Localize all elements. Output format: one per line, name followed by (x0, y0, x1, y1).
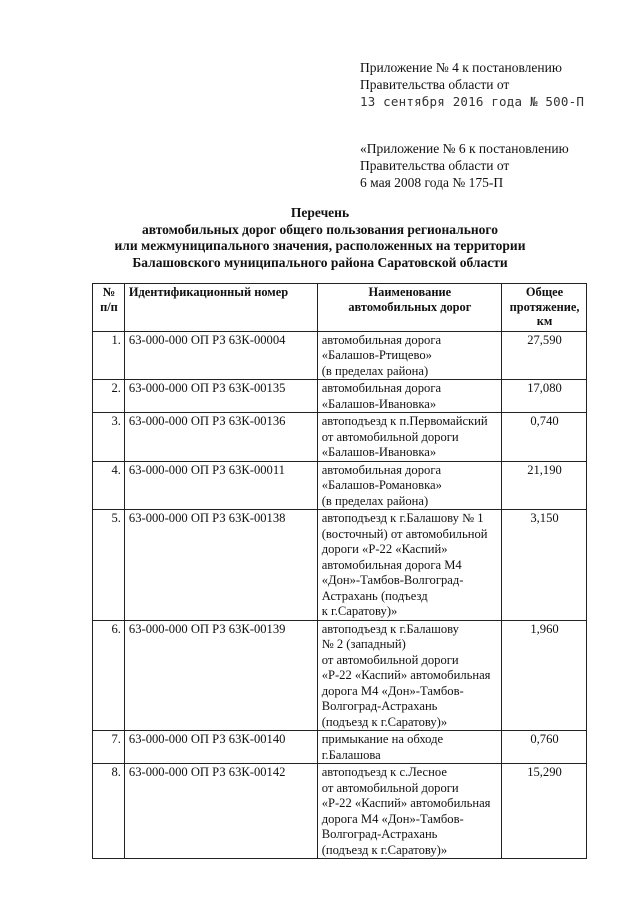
cell-length: 17,080 (502, 380, 587, 413)
cell-num: 1. (93, 331, 125, 380)
table-row (93, 380, 587, 413)
cell-length: 3,150 (502, 510, 587, 621)
header-name: Наименование автомобильных дорог (317, 284, 501, 332)
cell-road-name: примыкание на обходе г.Балашова (317, 731, 501, 764)
header-length: Общее протяжение, км (502, 284, 587, 332)
appendix-original-line2: Правительства области от (360, 158, 510, 173)
table-row (93, 510, 587, 621)
cell-num: 3. (93, 413, 125, 462)
table-header (93, 284, 587, 332)
document-title (0, 205, 640, 271)
appendix-current-line1: Приложение № 4 к постановлению (360, 60, 562, 75)
cell-num: 8. (93, 764, 125, 859)
cell-length: 21,190 (502, 461, 587, 510)
header-id: Идентификационный номер (124, 284, 317, 332)
appendix-current-line2: Правительства области от (360, 77, 510, 92)
cell-id: 63-000-000 ОП РЗ 63К-00135 (124, 380, 317, 413)
cell-road-name: автомобильная дорога «Балашов-Романовка» (в пределах района) (317, 461, 501, 510)
table-header-row (93, 284, 587, 332)
cell-num: 2. (93, 380, 125, 413)
cell-length: 0,740 (502, 413, 587, 462)
cell-num: 6. (93, 620, 125, 731)
cell-num: 5. (93, 510, 125, 621)
cell-road-name: автоподъезд к г.Балашову № 1 (восточный) от автомобильной дороги «Р-22 «Каспий» автомобильная дорога М4 «Дон»-Тамбов-Волгоград- Астрахань (подъезд к г.Саратову)» (317, 510, 501, 621)
header-num: № п/п (93, 284, 125, 332)
cell-length: 0,760 (502, 731, 587, 764)
cell-id: 63-000-000 ОП РЗ 63К-00142 (124, 764, 317, 859)
table-row (93, 731, 587, 764)
appendix-original-line3: 6 мая 2008 года № 175-П (360, 175, 504, 190)
table-row (93, 764, 587, 859)
title-line4: Балашовского муниципального района Саратовской области (132, 254, 508, 270)
table-row (93, 461, 587, 510)
appendix-original-line1: «Приложение № 6 к постановлению (360, 141, 569, 156)
cell-id: 63-000-000 ОП РЗ 63К-00140 (124, 731, 317, 764)
cell-length: 1,960 (502, 620, 587, 731)
cell-length: 27,590 (502, 331, 587, 380)
cell-road-name: автоподъезд к п.Первомайский от автомобильной дороги «Балашов-Ивановка» (317, 413, 501, 462)
cell-road-name: автоподъезд к с.Лесное от автомобильной дороги «Р-22 «Каспий» автомобильная дорога М4 «Дон»-Тамбов- Волгоград-Астрахань (подъезд к г.Саратову)» (317, 764, 501, 859)
cell-road-name: автоподъезд к г.Балашову № 2 (западный) от автомобильной дороги «Р-22 «Каспий» автомобильная дорога М4 «Дон»-Тамбов- Волгоград-Астрахань (подъезд к г.Саратову)» (317, 620, 501, 731)
appendix-original-block (360, 140, 569, 191)
title-line1: Перечень (290, 205, 350, 220)
table-body (93, 331, 587, 859)
cell-road-name: автомобильная дорога «Балашов-Ивановка» (317, 380, 501, 413)
cell-id: 63-000-000 ОП РЗ 63К-00139 (124, 620, 317, 731)
appendix-current-date-stamp: 13 сентября 2016 года № 500-П (360, 94, 585, 109)
title-line2: автомобильных дорог общего пользования регионального (142, 221, 498, 237)
cell-num: 7. (93, 731, 125, 764)
appendix-current-block (360, 59, 584, 110)
roads-table (92, 283, 587, 859)
cell-id: 63-000-000 ОП РЗ 63К-00004 (124, 331, 317, 380)
table-row (93, 413, 587, 462)
cell-num: 4. (93, 461, 125, 510)
cell-length: 15,290 (502, 764, 587, 859)
table-row (93, 331, 587, 380)
table-row (93, 620, 587, 731)
cell-id: 63-000-000 ОП РЗ 63К-00138 (124, 510, 317, 621)
cell-road-name: автомобильная дорога «Балашов-Ртищево» (в пределах района) (317, 331, 501, 380)
title-line3: или межмуниципального значения, расположенных на территории (114, 238, 526, 253)
cell-id: 63-000-000 ОП РЗ 63К-00011 (124, 461, 317, 510)
cell-id: 63-000-000 ОП РЗ 63К-00136 (124, 413, 317, 462)
